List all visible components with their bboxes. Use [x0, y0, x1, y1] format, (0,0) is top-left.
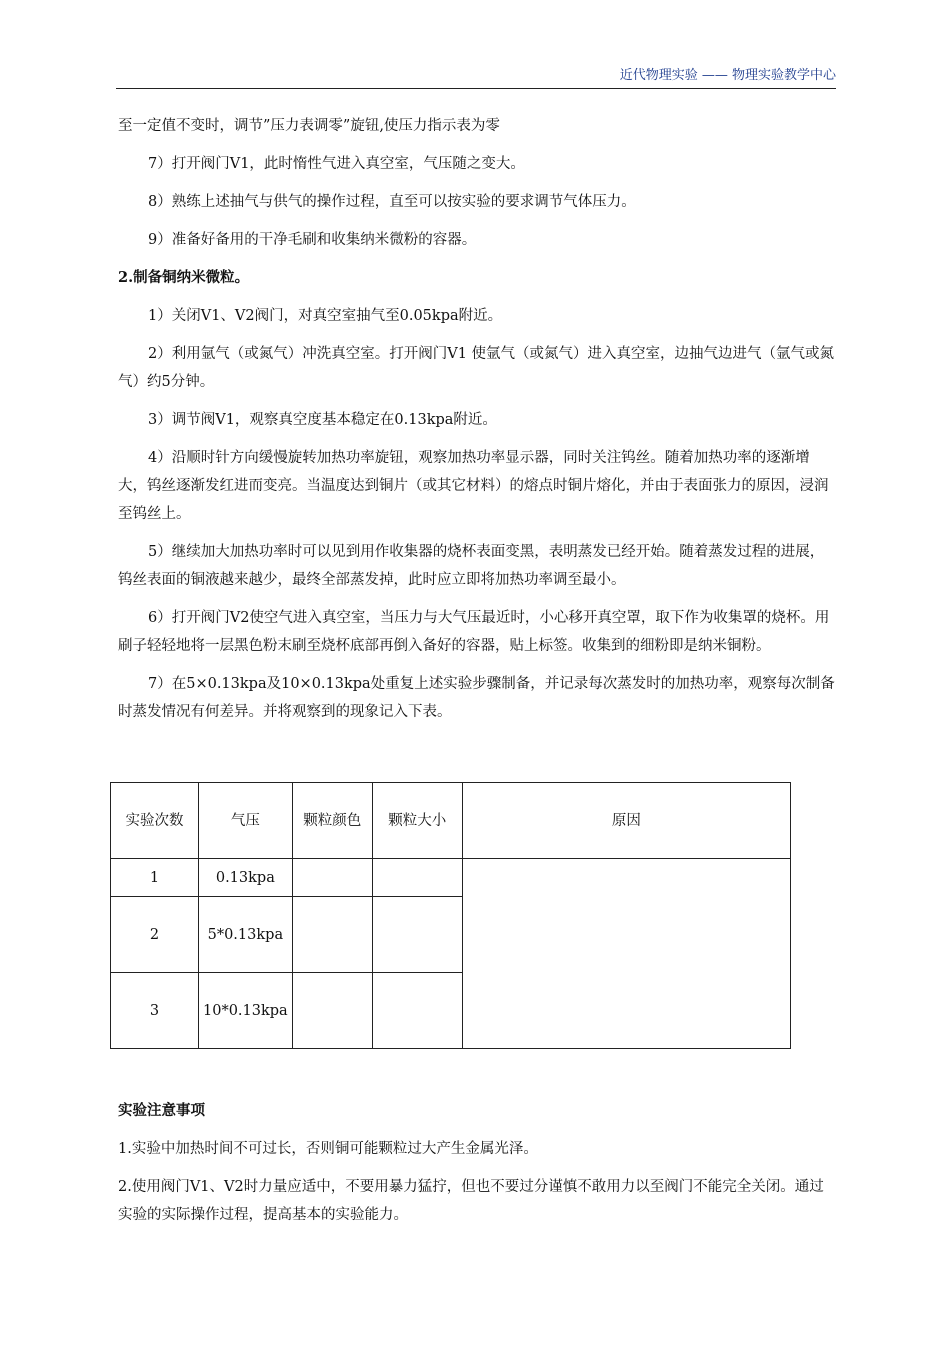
cell-particle-size[interactable] [372, 897, 462, 973]
section-heading-copy-nanoparticles: 2.制备铜纳米微粒。 [118, 269, 250, 286]
table-row [111, 859, 791, 897]
header-particle-color: 颗粒颜色 [292, 783, 372, 859]
note-item-2: 2.使用阀门V1、V2时力量应适中，不要用暴力猛拧，但也不要过分谨慎不敢用力以至阀门不能完全关闭。通过实验的实际操作过程，提高基本的实验能力。 [118, 1179, 824, 1223]
page-header: 近代物理实验 —— 物理实验教学中心 [116, 66, 836, 89]
header-particle-size: 颗粒大小 [372, 783, 462, 859]
table-header-row [111, 783, 791, 859]
cell-pressure: 5*0.13kpa [199, 897, 293, 973]
cell-reason[interactable] [462, 859, 790, 1049]
notes-section [118, 1097, 836, 1229]
notes-heading: 实验注意事项 [118, 1102, 205, 1119]
cell-particle-size[interactable] [372, 859, 462, 897]
cell-trial-no: 2 [111, 897, 199, 973]
observation-table [110, 782, 791, 1049]
cell-trial-no: 1 [111, 859, 199, 897]
continuation-text: 至一定值不变时，调节”压力表调零”旋钮,使压力指示表为零 [118, 118, 500, 134]
header-reason: 原因 [462, 783, 790, 859]
cell-particle-color[interactable] [292, 897, 372, 973]
prep-step-3: 3）调节阀V1，观察真空度基本稳定在0.13kpa附近。 [148, 412, 497, 428]
cell-particle-size[interactable] [372, 973, 462, 1049]
prep-step-6: 6）打开阀门V2使空气进入真空室，当压力与大气压最近时，小心移开真空罩，取下作为收集罩的烧杯。用刷子轻轻地将一层黑色粉末刷至烧杯底部再倒入备好的容器，贴上标签。收集到的细粉即是纳米铜粉。 [118, 610, 830, 654]
header-trial-count: 实验次数 [111, 783, 199, 859]
step-7: 7）打开阀门V1，此时惰性气进入真空室，气压随之变大。 [148, 156, 525, 172]
main-content [118, 112, 836, 726]
prep-step-4: 4）沿顺时针方向缓慢旋转加热功率旋钮，观察加热功率显示器，同时关注钨丝。随着加热功率的逐渐增大，钨丝逐渐发红进而变亮。当温度达到铜片（或其它材料）的熔点时铜片熔化，并由于表面张力的原因，浸润至钨丝上。 [118, 450, 829, 522]
cell-pressure: 0.13kpa [199, 859, 293, 897]
prep-step-7: 7）在5×0.13kpa及10×0.13kpa处重复上述实验步骤制备，并记录每次蒸发时的加热功率，观察每次制备时蒸发情况有何差异。并将观察到的现象记入下表。 [118, 676, 835, 720]
prep-step-5: 5）继续加大加热功率时可以见到用作收集器的烧杯表面变黑，表明蒸发已经开始。随着蒸发过程的进展，钨丝表面的铜液越来越少，最终全部蒸发掉，此时应立即将加热功率调至最小。 [118, 544, 825, 588]
cell-particle-color[interactable] [292, 973, 372, 1049]
prep-step-2: 2）利用氩气（或氮气）冲洗真空室。打开阀门V1 使氩气（或氮气）进入真空室，边抽气边进气（氩气或氮气）约5分钟。 [118, 346, 835, 390]
cell-trial-no: 3 [111, 973, 199, 1049]
step-8: 8）熟练上述抽气与供气的操作过程，直至可以按实验的要求调节气体压力。 [148, 194, 636, 210]
header-pressure: 气压 [199, 783, 293, 859]
cell-pressure: 10*0.13kpa [199, 973, 293, 1049]
cell-particle-color[interactable] [292, 859, 372, 897]
note-item-1: 1.实验中加热时间不可过长，否则铜可能颗粒过大产生金属光泽。 [118, 1141, 538, 1157]
prep-step-1: 1）关闭V1、V2阀门，对真空室抽气至0.05kpa附近。 [148, 308, 503, 324]
step-9: 9）准备好备用的干净毛刷和收集纳米微粉的容器。 [148, 232, 477, 248]
